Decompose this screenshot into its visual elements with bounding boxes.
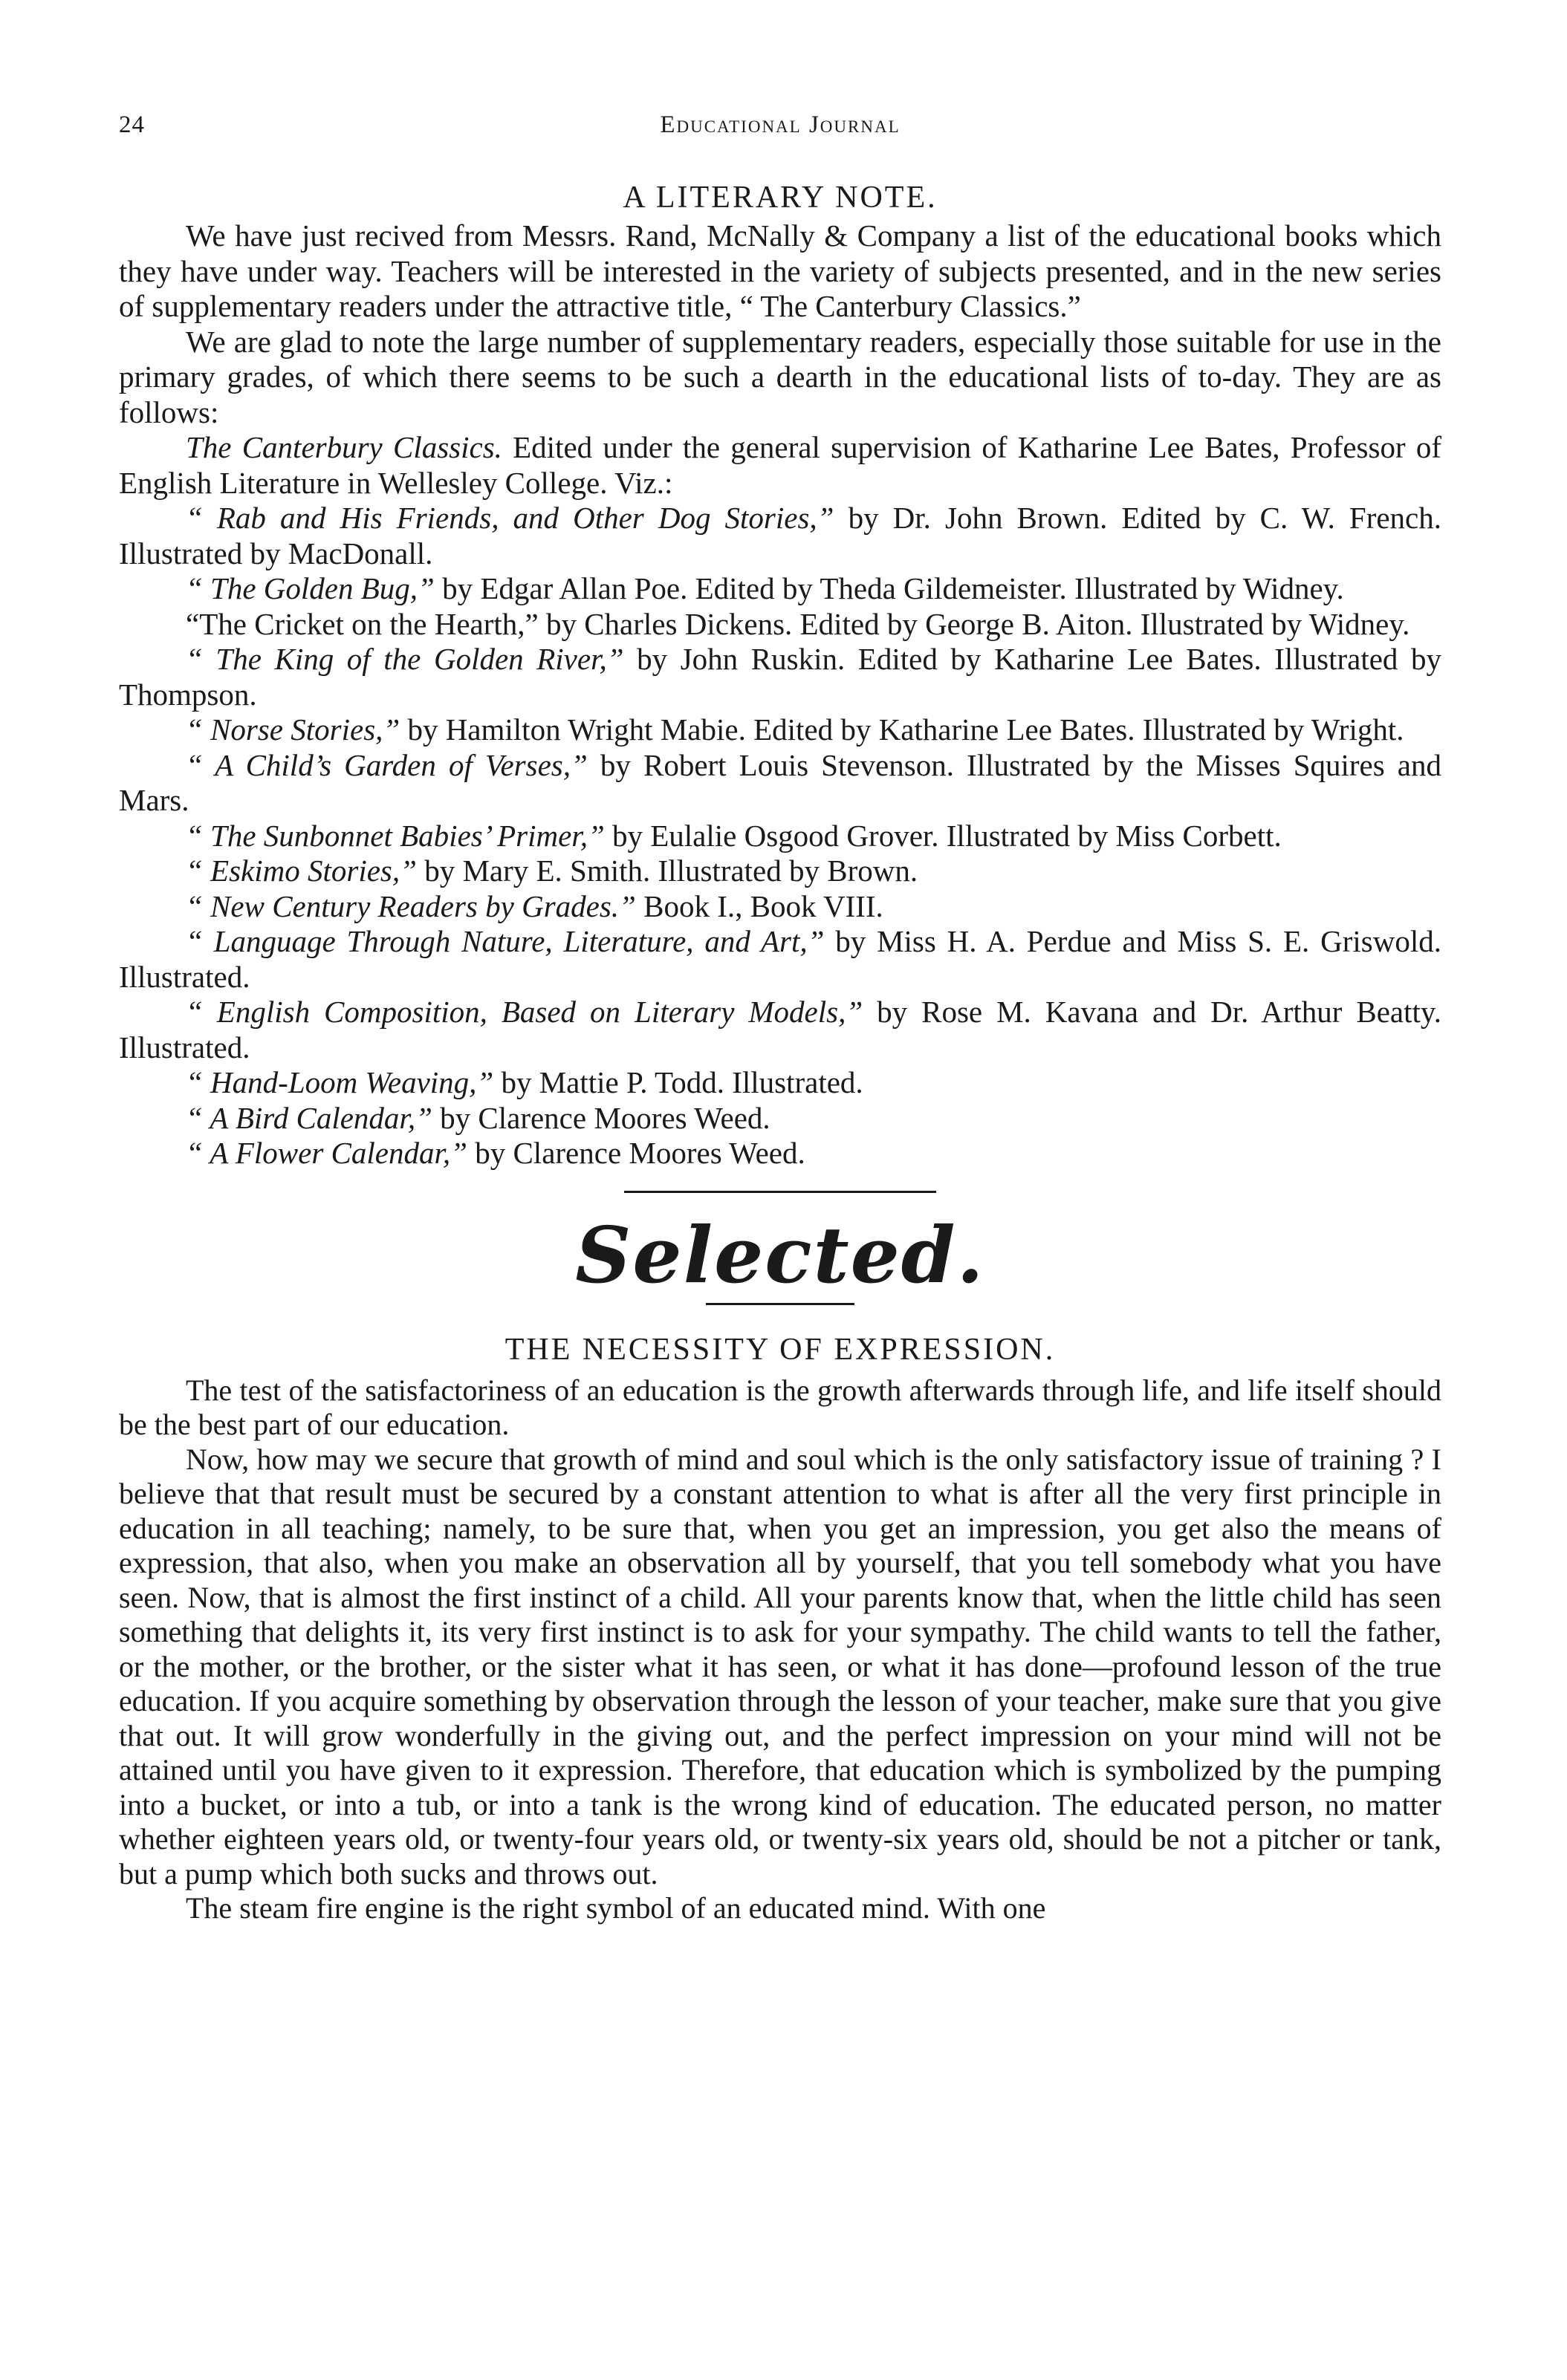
book-title: “ A Bird Calendar,” (186, 1100, 432, 1135)
book-entry (119, 995, 1441, 1065)
intro-paragraph: We are glad to note the large number of supplementary readers, especially those suitable for use in the primary grades, of which there seems to be such a dearth in the educational lists of to-day. They are as follows: (119, 324, 1441, 429)
book-title: “ The King of the Golden River,” (186, 642, 624, 676)
book-details: by Rose M. Kavana and Dr. Arthur Beatty. Illustrated. (119, 995, 1441, 1064)
book-list (119, 501, 1441, 1171)
running-head: Educational Journal (660, 111, 901, 138)
book-details: by Mattie P. Todd. Illustrated. (493, 1065, 863, 1099)
book-entry (119, 889, 1441, 925)
book-details: by Hamilton Wright Mabie. Edited by Katharine Lee Bates. Illustrated by Wright. (400, 712, 1404, 747)
book-entry (119, 1101, 1441, 1137)
book-details: by Eulalie Osgood Grover. Illustrated by Miss Corbett. (604, 818, 1282, 853)
heading-underline (706, 1303, 854, 1305)
book-entry (119, 854, 1441, 889)
book-details: by Mary E. Smith. Illustrated by Brown. (416, 854, 918, 888)
book-entry (119, 1136, 1441, 1171)
book-entry (119, 712, 1441, 748)
series-title: The Canterbury Classics. (186, 430, 502, 464)
book-entry (119, 607, 1441, 643)
book-details: by Clarence Moores Weed. (467, 1136, 805, 1170)
section-heading: Selected. (575, 1209, 985, 1301)
article-title: THE NECESSITY OF EXPRESSION. (505, 1332, 1056, 1367)
page-number: 24 (119, 111, 145, 138)
book-entry (119, 924, 1441, 995)
book-details: by Dr. John Brown. Edited by C. W. French. Illustrated by MacDonall. (119, 501, 1441, 570)
book-details: by Clarence Moores Weed. (432, 1100, 770, 1135)
journal-page (119, 111, 1441, 1926)
book-title: “ A Flower Calendar,” (186, 1136, 467, 1170)
literary-note-body (119, 218, 1441, 1171)
article-body (119, 1373, 1441, 1926)
series-intro (119, 430, 1441, 501)
intro-paragraph: We have just recived from Messrs. Rand, McNally & Company a list of the educational books which they have under way. Teachers will be interested in the variety of subjects presented, and in the new series of supplementary readers under the attractive title, “ The Canterbury Classics.” (119, 218, 1441, 323)
book-title: “ English Composition, Based on Literary Models,” (186, 995, 863, 1029)
book-title: “ Eskimo Stories,” (186, 854, 417, 888)
book-entry (119, 501, 1441, 571)
book-entry (119, 642, 1441, 712)
book-title: “ Hand-Loom Weaving,” (186, 1065, 494, 1099)
section-divider (624, 1191, 936, 1193)
article-paragraph: Now, how may we secure that growth of mind and soul which is the only satisfactory issue of training ? I believe that that result must be secured by a constant attention to what is after all the very first principle in education in all teaching; namely, to be sure that, when you get an impression, you get also the means of expression, that also, when you make an observation all by yourself, that you tell somebody what you have seen. Now, that is almost the first instinct of a child. All your parents know that, when the little child has seen something that delights it, its very first instinct is to ask for your sympathy. The child wants to tell the father, or the mother, or the brother, or the sister what it has seen, or what it has done—profound lesson of the true education. If you acquire something by observation through the lesson of your teacher, make sure that you give that out. It will grow wonderfully in the giving out, and the perfect impression on your mind will not be attained until you have given to it expression. Therefore, that education which is symbolized by the pumping into a bucket, or into a tub, or into a tank is the wrong kind of education. The educated person, no matter whether eighteen years old, or twenty-four years old, or twenty-six years old, should be not a pitcher or tank, but a pump which both sucks and throws out. (119, 1442, 1441, 1890)
book-details: by Miss H. A. Perdue and Miss S. E. Griswold. Illustrated. (119, 924, 1442, 994)
book-entry (119, 819, 1441, 854)
book-entry (119, 748, 1441, 819)
book-title: “ Rab and His Friends, and Other Dog Stories,” (186, 501, 834, 535)
book-title: “ New Century Readers by Grades.” (186, 888, 636, 923)
page-header (119, 111, 1441, 156)
book-entry (119, 571, 1441, 607)
book-title: “ Language Through Nature, Literature, and Art,” (186, 924, 825, 958)
book-entry (119, 1065, 1441, 1101)
book-details: by Edgar Allan Poe. Edited by Theda Gildemeister. Illustrated by Widney. (434, 571, 1344, 605)
book-details: “The Cricket on the Hearth,” by Charles Dickens. Edited by George B. Aiton. Illustrated by Widney. (186, 606, 1410, 641)
book-title: “ The Golden Bug,” (186, 571, 435, 605)
book-title: “ The Sunbonnet Babies’ Primer,” (186, 818, 605, 853)
book-details: by John Ruskin. Edited by Katharine Lee Bates. Illustrated by Thompson. (119, 642, 1441, 712)
literary-note-title: A LITERARY NOTE. (623, 181, 938, 215)
book-details: Book I., Book VIII. (635, 888, 883, 923)
article-paragraph: The test of the satisfactoriness of an education is the growth afterwards through life, and life itself should be the best part of our education. (119, 1373, 1441, 1441)
book-title: “ Norse Stories,” (186, 712, 400, 747)
book-details: by Robert Louis Stevenson. Illustrated by the Misses Squires and Mars. (119, 747, 1441, 817)
series-description: Edited under the general supervision of Katharine Lee Bates, Professor of English Literature in Wellesley College. Viz.: (119, 430, 1441, 500)
article-paragraph: The steam fire engine is the right symbol of an educated mind. With one (186, 1891, 1046, 1925)
book-title: “ A Child’s Garden of Verses,” (186, 747, 588, 782)
